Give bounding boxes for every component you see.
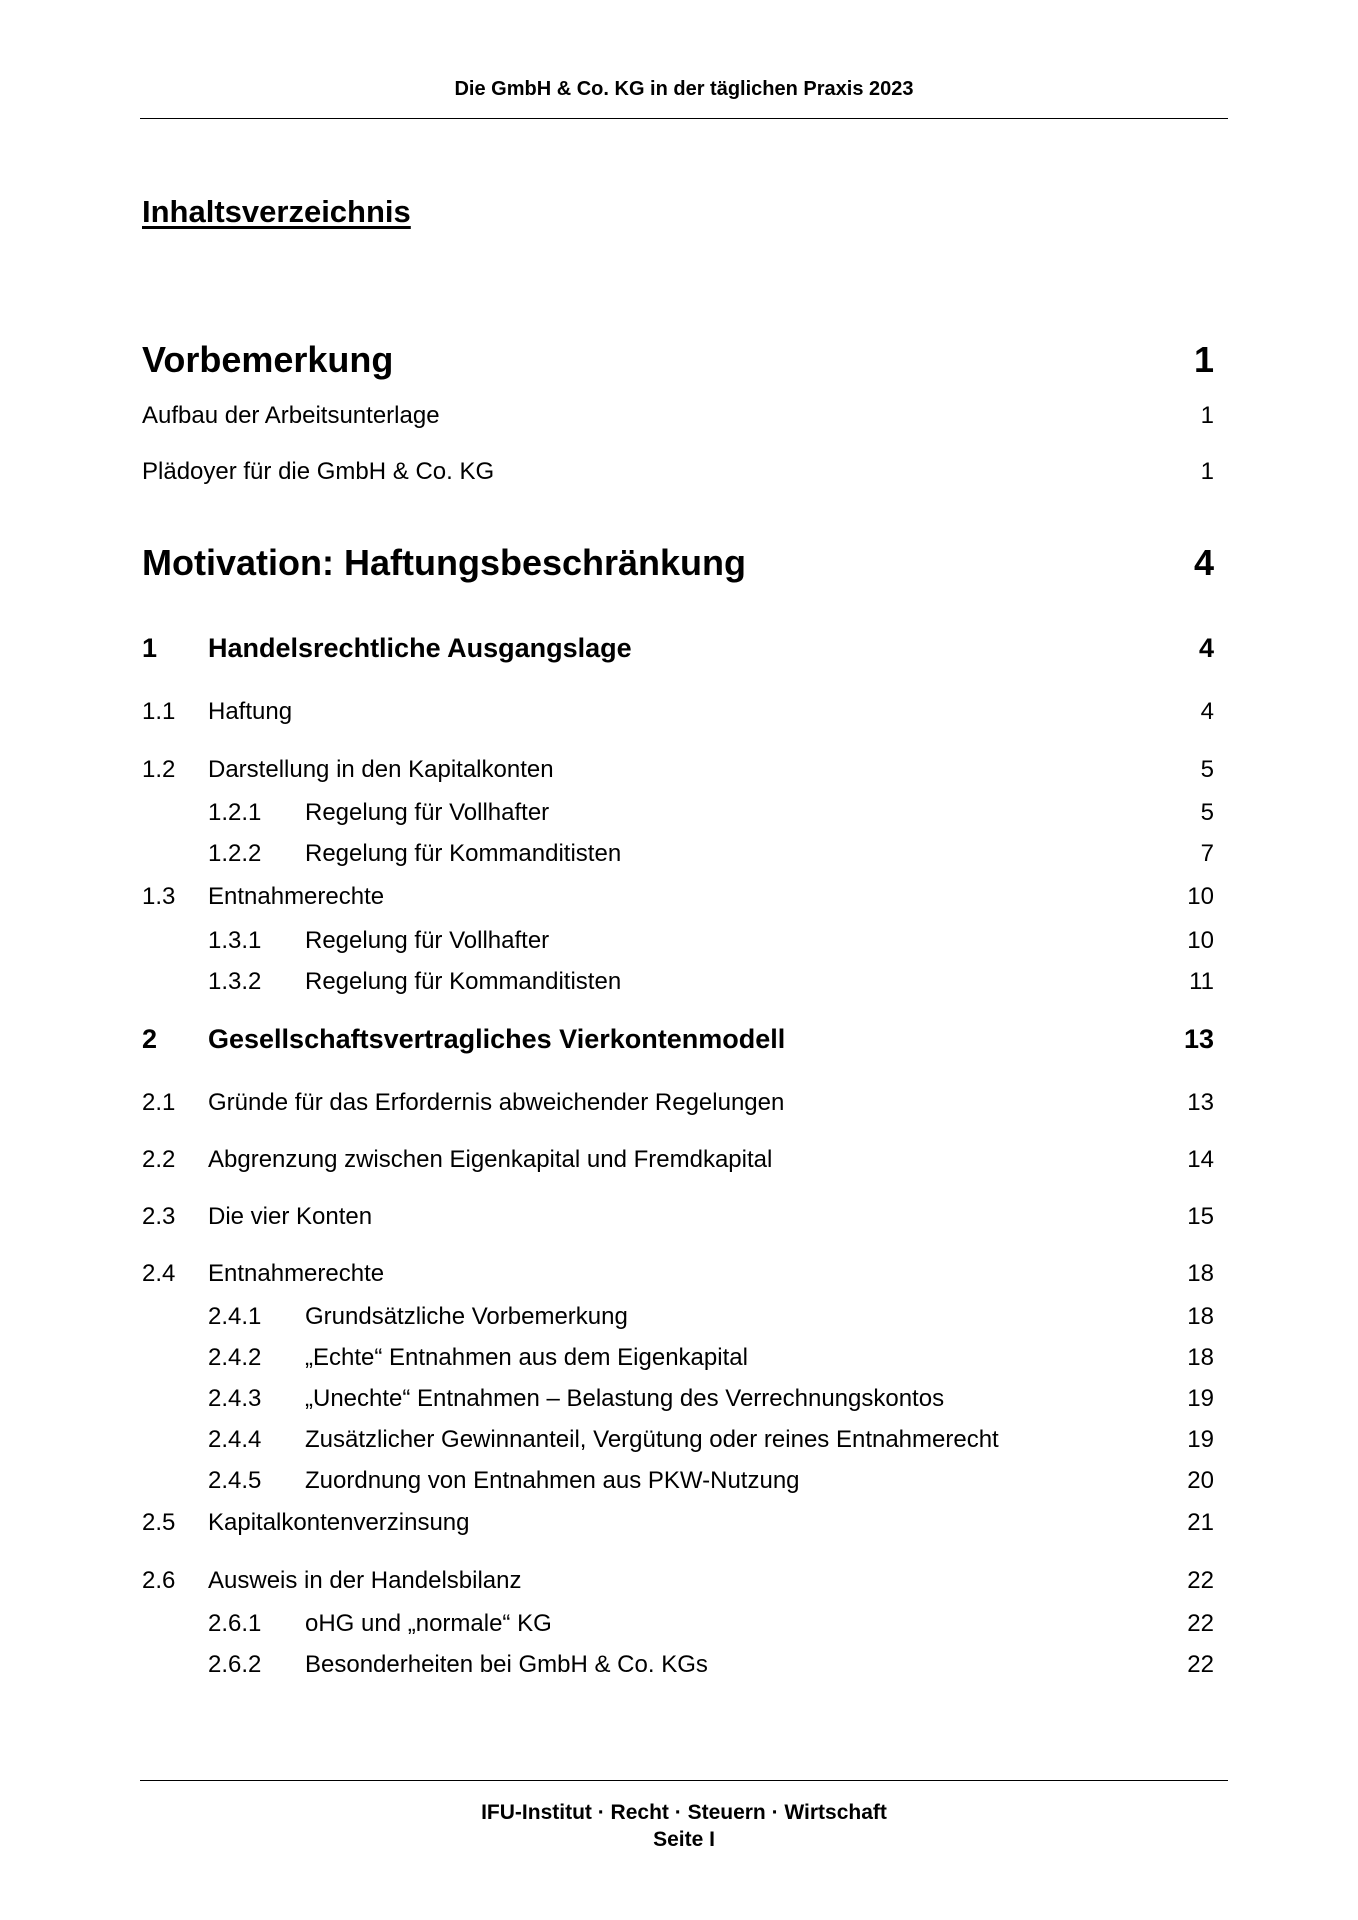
toc-entry-page: 4	[1193, 542, 1214, 583]
toc-entry-number: 2.3	[142, 1203, 176, 1230]
toc-entry-number: 1.3	[142, 883, 176, 910]
toc-entry-number: 1.1	[142, 698, 176, 725]
toc-entry-number: 1.2.2	[208, 840, 262, 867]
toc-entry-1-3-2[interactable]	[142, 968, 1214, 1008]
toc-entry-1-2-1[interactable]	[142, 799, 1214, 839]
toc-entry-title: Haftung	[208, 698, 293, 725]
toc-entry-number: 2.6	[142, 1567, 176, 1594]
toc-entry-page: 5	[1200, 756, 1214, 783]
toc-entry-number: 2.4.5	[208, 1467, 262, 1494]
toc-entry-1-2-2[interactable]	[142, 840, 1214, 880]
toc-entry-number: 2.1	[142, 1089, 176, 1116]
toc-entry-title: Regelung für Kommanditisten	[305, 968, 622, 995]
toc-entry-motivation[interactable]	[142, 542, 1214, 582]
toc-entry-page: 21	[1187, 1509, 1214, 1536]
toc-entry-page: 10	[1187, 883, 1214, 910]
toc-entry-2-1[interactable]	[142, 1089, 1214, 1129]
toc-entry-number: 2.4.2	[208, 1344, 262, 1371]
toc-entry-title: Handelsrechtliche Ausgangslage	[208, 633, 632, 663]
toc-entry-title: Abgrenzung zwischen Eigenkapital und Fremdkapital	[208, 1146, 773, 1173]
toc-entry-title: Gründe für das Erfordernis abweichender Regelungen	[208, 1089, 785, 1116]
toc-title: Inhaltsverzeichnis	[142, 194, 411, 229]
toc-entry-title: Grundsätzliche Vorbemerkung	[305, 1303, 628, 1330]
toc-entry-vorbemerkung[interactable]	[142, 339, 1214, 379]
toc-entry-number: 2.6.2	[208, 1651, 262, 1678]
toc-entry-page: 19	[1187, 1385, 1214, 1412]
toc-entry-title: Entnahmerechte	[208, 1260, 385, 1287]
toc-entry-page: 19	[1187, 1426, 1214, 1453]
toc-entry-title: Plädoyer für die GmbH & Co. KG	[142, 458, 495, 485]
toc-entry-page: 18	[1187, 1260, 1214, 1287]
toc-entry-title: Darstellung in den Kapitalkonten	[208, 756, 554, 783]
toc-entry-page: 22	[1187, 1567, 1214, 1594]
toc-entry-page: 10	[1187, 927, 1214, 954]
toc-entry-title: Motivation: Haftungsbeschränkung	[142, 542, 747, 583]
toc-entry-page: 20	[1187, 1467, 1214, 1494]
toc-entry-number: 1.2.1	[208, 799, 262, 826]
toc-entry-page: 18	[1187, 1344, 1214, 1371]
running-header: Die GmbH & Co. KG in der täglichen Praxis 2023	[454, 78, 914, 100]
toc-entry-2-4-4[interactable]	[142, 1426, 1214, 1466]
toc-entry-2-4[interactable]	[142, 1260, 1214, 1300]
toc-entry-title: Kapitalkontenverzinsung	[208, 1509, 470, 1536]
toc-entry-page: 22	[1187, 1610, 1214, 1637]
toc-entry-page: 4	[1198, 633, 1214, 663]
footer-institute: IFU-Institut · Recht · Steuern · Wirtschaft	[481, 1801, 887, 1824]
toc-entry-title: Regelung für Kommanditisten	[305, 840, 622, 867]
toc-entry-2-4-5[interactable]	[142, 1467, 1214, 1507]
toc-entry-title: Entnahmerechte	[208, 883, 385, 910]
toc-entry-page: 4	[1200, 698, 1214, 725]
toc-entry-title: Ausweis in der Handelsbilanz	[208, 1567, 522, 1594]
toc-entry-2[interactable]	[142, 1024, 1214, 1064]
toc-entry-1[interactable]	[142, 633, 1214, 673]
toc-entry-2-5[interactable]	[142, 1509, 1214, 1549]
toc-entry-number: 1.3.2	[208, 968, 262, 995]
toc-entry-page: 11	[1189, 968, 1214, 995]
toc-entry-number: 2.4	[142, 1260, 176, 1287]
toc-entry-title: Aufbau der Arbeitsunterlage	[142, 402, 440, 429]
toc-entry-number: 2.4.4	[208, 1426, 262, 1453]
toc-entry-title: Regelung für Vollhafter	[305, 927, 550, 954]
toc-entry-page: 13	[1183, 1024, 1214, 1054]
toc-entry-number: 2.4.3	[208, 1385, 262, 1412]
toc-entry-page: 1	[1200, 458, 1214, 485]
toc-entry-2-4-1[interactable]	[142, 1303, 1214, 1343]
toc-entry-page: 13	[1187, 1089, 1214, 1116]
toc-entry-number: 2.6.1	[208, 1610, 262, 1637]
toc-entry-page: 1	[1193, 339, 1214, 380]
toc-entry-title: Regelung für Vollhafter	[305, 799, 550, 826]
toc-entry-aufbau[interactable]	[142, 402, 1214, 442]
toc-entry-2-6-1[interactable]	[142, 1610, 1214, 1650]
toc-entry-page: 22	[1187, 1651, 1214, 1678]
toc-entry-2-2[interactable]	[142, 1146, 1214, 1186]
toc-entry-1-3-1[interactable]	[142, 927, 1214, 967]
toc-entry-number: 2.2	[142, 1146, 176, 1173]
toc-entry-number: 1.2	[142, 756, 176, 783]
toc-entry-page: 5	[1200, 799, 1214, 826]
toc-entry-title: „Echte“ Entnahmen aus dem Eigenkapital	[305, 1344, 748, 1371]
toc-entry-plaedoyer[interactable]	[142, 458, 1214, 498]
toc-entry-title: Zusätzlicher Gewinnanteil, Vergütung oder reines Entnahmerecht	[305, 1426, 999, 1453]
toc-entry-number: 1.3.1	[208, 927, 262, 954]
toc-entry-title: Die vier Konten	[208, 1203, 373, 1230]
toc-entry-page: 18	[1187, 1303, 1214, 1330]
toc-entry-title: Besonderheiten bei GmbH & Co. KGs	[305, 1651, 708, 1678]
toc-entry-page: 14	[1187, 1146, 1214, 1173]
toc-entry-title: oHG und „normale“ KG	[305, 1610, 552, 1637]
toc-entry-title: „Unechte“ Entnahmen – Belastung des Verrechnungskontos	[305, 1385, 945, 1412]
toc-entry-2-6[interactable]	[142, 1567, 1214, 1607]
toc-entry-2-3[interactable]	[142, 1203, 1214, 1243]
toc-entry-number: 1	[142, 633, 158, 663]
footer-rule	[140, 1780, 1228, 1781]
toc-entry-number: 2.4.1	[208, 1303, 262, 1330]
toc-entry-number: 2	[142, 1024, 158, 1054]
toc-entry-title: Zuordnung von Entnahmen aus PKW-Nutzung	[305, 1467, 800, 1494]
toc-entry-1-2[interactable]	[142, 756, 1214, 796]
toc-entry-number: 2.5	[142, 1509, 176, 1536]
toc-entry-1-1[interactable]	[142, 698, 1214, 738]
toc-entry-2-4-2[interactable]	[142, 1344, 1214, 1384]
toc-entry-title: Vorbemerkung	[142, 339, 394, 380]
toc-entry-page: 15	[1187, 1203, 1214, 1230]
toc-entry-page: 7	[1200, 840, 1214, 867]
toc-entry-title: Gesellschaftsvertragliches Vierkontenmodell	[208, 1024, 786, 1054]
toc-entry-page: 1	[1200, 402, 1214, 429]
toc-entry-1-3[interactable]	[142, 883, 1214, 923]
toc-entry-2-6-2[interactable]	[142, 1651, 1214, 1691]
toc-entry-2-4-3[interactable]	[142, 1385, 1214, 1425]
footer-page-number: Seite I	[653, 1828, 715, 1851]
